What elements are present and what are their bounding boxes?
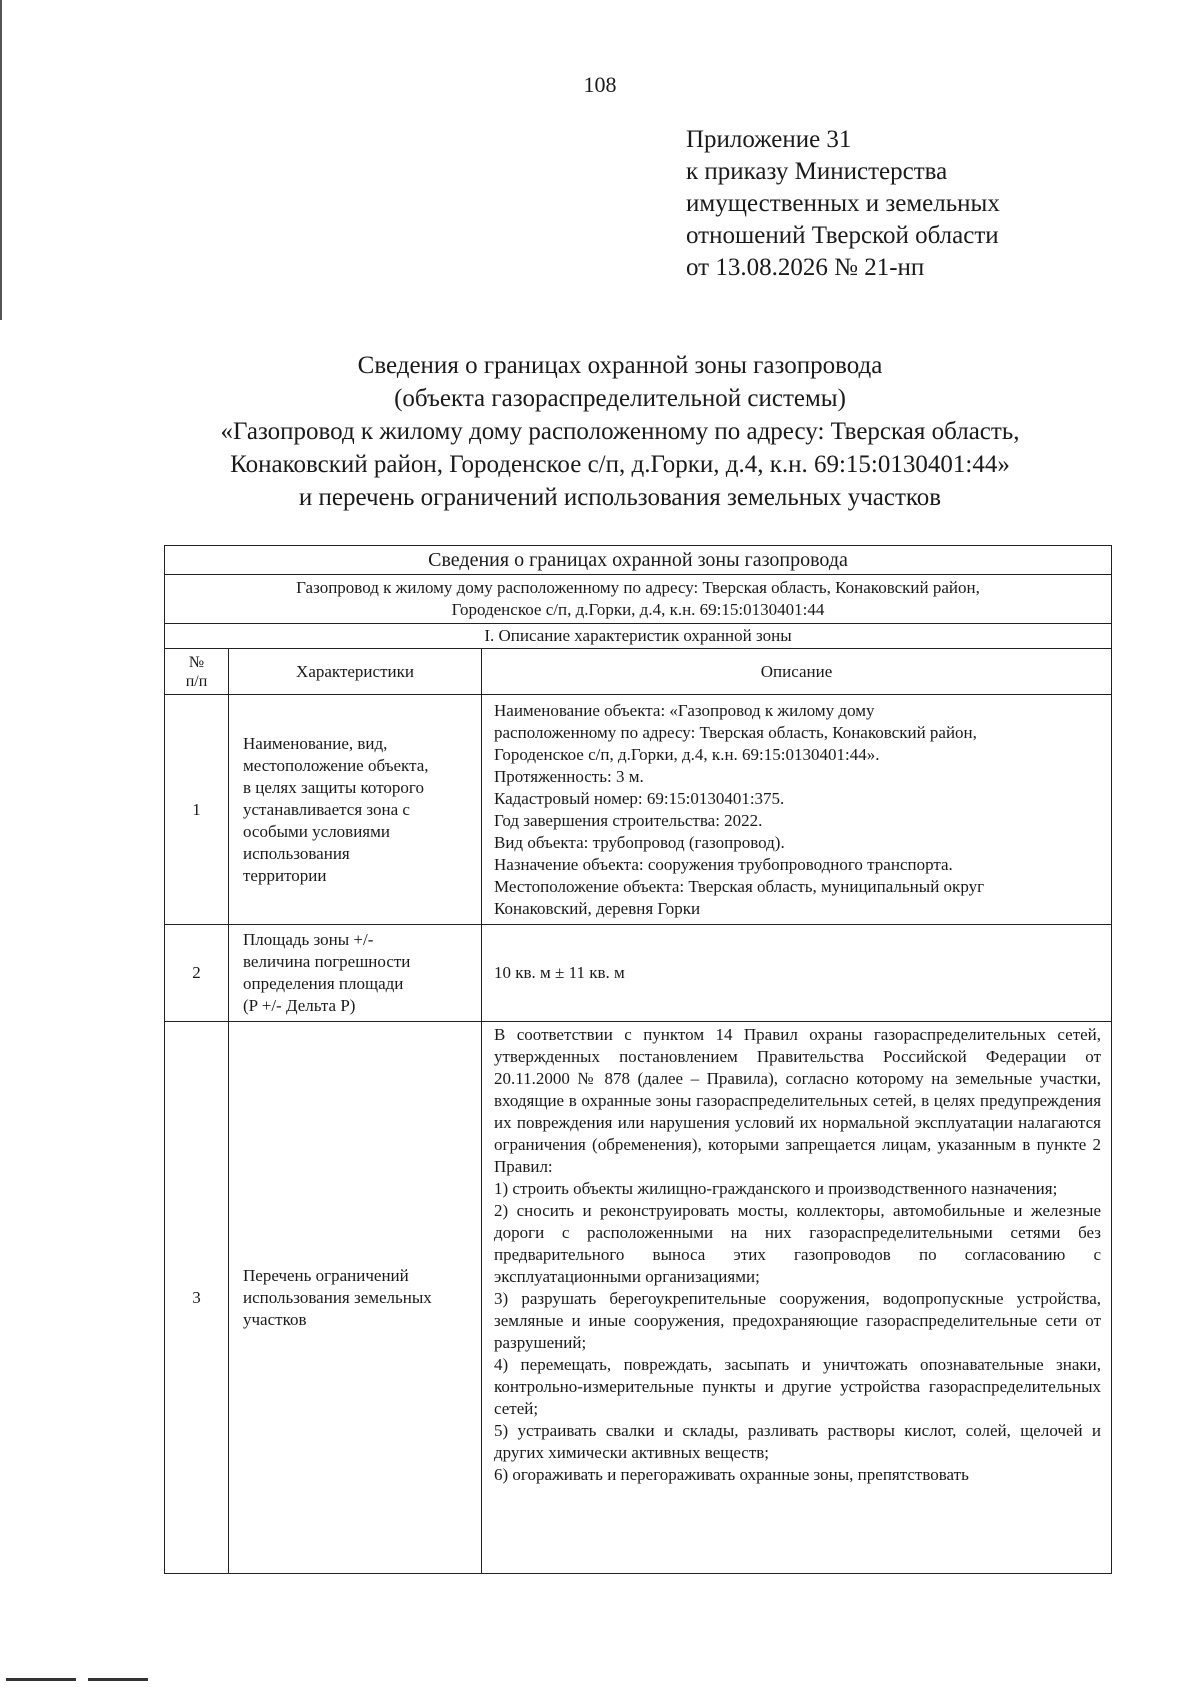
column-header-number-line: п/п bbox=[185, 672, 208, 690]
characteristic-line: территории bbox=[243, 865, 327, 885]
row-number: 2 bbox=[165, 925, 229, 1022]
characteristic-line: Наименование, вид, bbox=[243, 733, 388, 753]
title-line: «Газопровод к жилому дому расположенному по адресу: Тверская область, bbox=[220, 418, 1020, 445]
table-row bbox=[165, 1022, 1112, 1574]
row-description bbox=[482, 1022, 1112, 1574]
description-line: Наименование объекта: «Газопровод к жилому дому bbox=[494, 700, 875, 720]
section-title: I. Описание характеристик охранной зоны bbox=[165, 624, 1112, 649]
description-line: Назначение объекта: сооружения трубопроводного транспорта. bbox=[494, 854, 953, 874]
description-line: Кадастровый номер: 69:15:0130401:375. bbox=[494, 788, 785, 808]
row-characteristic bbox=[229, 925, 482, 1022]
characteristic-line: использования земельных bbox=[243, 1287, 432, 1307]
description-line: Протяженность: 3 м. bbox=[494, 766, 644, 786]
column-header-row bbox=[165, 649, 1112, 695]
row-characteristic bbox=[229, 1022, 482, 1574]
table-header-row bbox=[165, 546, 1112, 575]
description-line: Вид объекта: трубопровод (газопровод). bbox=[494, 832, 785, 852]
scan-bottom-marks bbox=[0, 1678, 160, 1682]
appendix-line: отношений Тверской области bbox=[686, 222, 999, 249]
page-number: 108 bbox=[583, 72, 617, 97]
restriction-item: 5) устраивать свалки и склады, разливать растворы кислот, солей, щелочей и других химически активных веществ; bbox=[494, 1421, 1102, 1462]
description-line: Конаковский, деревня Горки bbox=[494, 898, 701, 918]
protection-zone-table bbox=[164, 545, 1112, 1574]
appendix-line: Приложение 31 bbox=[686, 126, 852, 153]
characteristic-line: Перечень ограничений bbox=[243, 1265, 409, 1285]
object-header-line: Городенское с/п, д.Горки, д.4, к.н. 69:15:0130401:44 bbox=[451, 600, 825, 619]
object-header-line: Газопровод к жилому дому расположенному по адресу: Тверская область, Конаковский район, bbox=[296, 578, 980, 597]
table-object-header bbox=[165, 575, 1112, 624]
table-main-header: Сведения о границах охранной зоны газопровода bbox=[165, 546, 1112, 575]
description-line: Местоположение объекта: Тверская область, муниципальный округ bbox=[494, 876, 985, 896]
row-description bbox=[482, 925, 1112, 1022]
document-title bbox=[120, 349, 1120, 514]
restriction-item: 6) огораживать и перегораживать охранные зоны, препятствовать bbox=[494, 1465, 969, 1484]
description-line: 10 кв. м ± 11 кв. м bbox=[494, 963, 625, 982]
column-header-number bbox=[165, 649, 229, 695]
row-number: 1 bbox=[165, 695, 229, 925]
restriction-item: 4) перемещать, повреждать, засыпать и уничтожать опознавательные знаки, контрольно-измерительные пункты и другие устройства газораспределительных сетей; bbox=[494, 1355, 1102, 1418]
characteristic-line: местоположение объекта, bbox=[243, 755, 429, 775]
row-description bbox=[482, 695, 1112, 925]
characteristic-line: участков bbox=[243, 1309, 307, 1329]
appendix-line: от 13.08.2026 № 21-нп bbox=[686, 254, 925, 281]
title-line: и перечень ограничений использования земельных участков bbox=[298, 484, 942, 511]
table-row bbox=[165, 925, 1112, 1022]
description-line: Городенское с/п, д.Горки, д.4, к.н. 69:15:0130401:44». bbox=[494, 744, 880, 764]
row-number: 3 bbox=[165, 1022, 229, 1574]
column-header-characteristics: Характеристики bbox=[229, 649, 482, 695]
characteristic-line: в целях защиты которого bbox=[243, 777, 424, 797]
title-line: (объекта газораспределительной системы) bbox=[394, 385, 846, 412]
characteristic-line: величина погрешности bbox=[243, 952, 411, 971]
characteristic-line: использования bbox=[243, 843, 350, 863]
restriction-paragraph: В соответствии с пунктом 14 Правил охраны газораспределительных сетей, утвержденных постановлением Правительства Российской Федерации от 20.11.2000 № 878 (далее – Правила), согласно которому на земельные участки, входящие в охранные зоны газораспределительных сетей, в целях предупреждения их повреждения или нарушения условий их нормальной эксплуатации налагаются ограничения (обременения), которыми запрещается лицам, указанным в пункте 2 Правил: bbox=[494, 1025, 1102, 1176]
restriction-item: 3) разрушать берегоукрепительные сооружения, водопропускные устройства, земляные и иные сооружения, предохраняющие газораспределительные сети от разрушений; bbox=[494, 1289, 1102, 1352]
restriction-item: 1) строить объекты жилищно-гражданского и производственного назначения; bbox=[494, 1179, 1058, 1198]
characteristic-line: устанавливается зона с bbox=[243, 799, 410, 819]
column-header-description: Описание bbox=[482, 649, 1112, 695]
row-characteristic bbox=[229, 695, 482, 925]
scan-edge-shadow bbox=[0, 0, 2, 320]
title-line: Конаковский район, Городенское с/п, д.Горки, д.4, к.н. 69:15:0130401:44» bbox=[230, 451, 1010, 478]
table-header-row bbox=[165, 575, 1112, 624]
title-line: Сведения о границах охранной зоны газопровода bbox=[357, 352, 883, 379]
characteristic-line: особыми условиями bbox=[243, 821, 390, 841]
restriction-item: 2) сносить и реконструировать мосты, коллекторы, автомобильные и железные дороги с расположенными на них газораспределительными сетями без предварительного выноса этих газопроводов по согласованию с эксплуатационными организациями; bbox=[494, 1201, 1102, 1286]
appendix-block bbox=[686, 124, 1166, 284]
table-header-row bbox=[165, 624, 1112, 649]
characteristic-line: (P +/- Дельта P) bbox=[243, 996, 356, 1015]
characteristic-line: определения площади bbox=[243, 974, 404, 993]
description-line: расположенному по адресу: Тверская область, Конаковский район, bbox=[494, 722, 977, 742]
appendix-line: имущественных и земельных bbox=[686, 190, 1000, 217]
appendix-line: к приказу Министерства bbox=[686, 158, 948, 185]
table-row bbox=[165, 695, 1112, 925]
characteristic-line: Площадь зоны +/- bbox=[243, 930, 374, 949]
description-line: Год завершения строительства: 2022. bbox=[494, 810, 763, 830]
column-header-number-line: № bbox=[188, 653, 205, 671]
